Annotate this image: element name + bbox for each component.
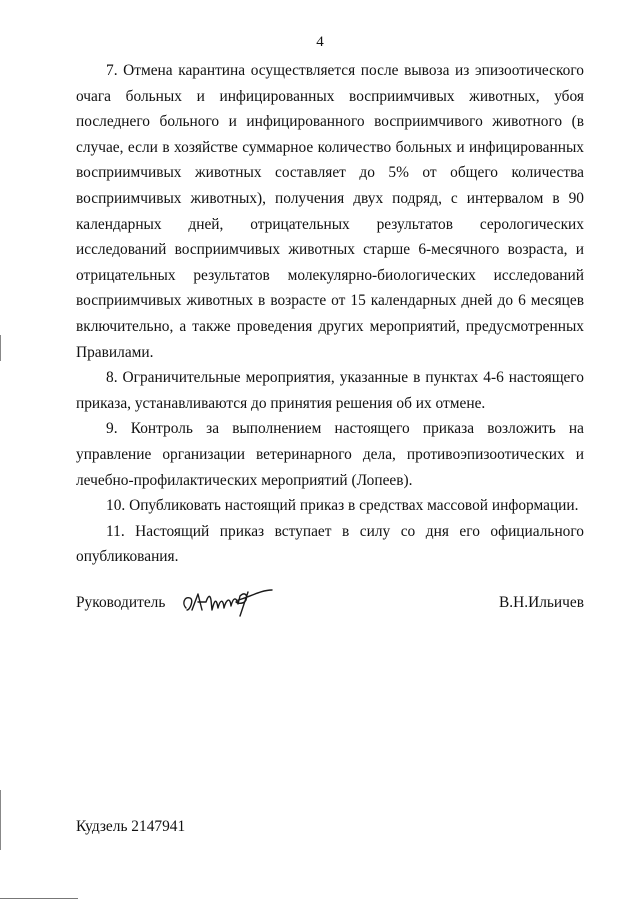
page-number: 4 (316, 34, 324, 50)
scan-edge-top (0, 335, 1, 361)
paragraph-11: 11. Настоящий приказ вступает в силу со дня его официального опубликования. (76, 522, 584, 566)
signatory-title: Руководитель (76, 594, 166, 611)
paragraph-10: 10. Опубликовать настоящий приказ в средствах массовой информации. (106, 497, 579, 515)
paragraph-7: 7. Отмена карантина осуществляется после вывоза из эпизоотического очага больных и инфицированных восприимчивых животных, убоя последнего больного и инфицированного восприимчивого животного (в случае, если в хозяйстве суммарное количество больных и инфицированных восприимчивых животных составляет до 5% от общего количества восприимчивых животных), получения двух подряд, с интервалом в 90 календарных дней, отрицательных результатов серологических исследований восприимчивых животных старше 6-месячного возраста, и отрицательных результатов молекулярно-биологических исследований восприимчивых животных в возрасте от 15 календарных дней до 6 месяцев включительно, а также проведения других мероприятий, предусмотренных Правилами. (76, 62, 584, 361)
scan-edge-bottom (0, 790, 1, 850)
document-body (76, 58, 584, 570)
paragraph-8: 8. Ограничительные мероприятия, указанные в пунктах 4-6 настоящего приказа, устанавливаются до принятия решения об их отмене. (76, 369, 584, 412)
paragraph-9: 9. Контроль за выполнением настоящего приказа возложить на управление организации ветеринарного дела, противоэпизоотических и лечебно-профилактических мероприятий (Лопеев). (76, 420, 584, 489)
executor-code: Кудзель 2147941 (76, 818, 186, 835)
signatory-name: В.Н.Ильичев (499, 594, 584, 611)
handwritten-signature (178, 586, 278, 620)
signature-block (76, 586, 584, 626)
scan-edge-footer (0, 898, 78, 899)
